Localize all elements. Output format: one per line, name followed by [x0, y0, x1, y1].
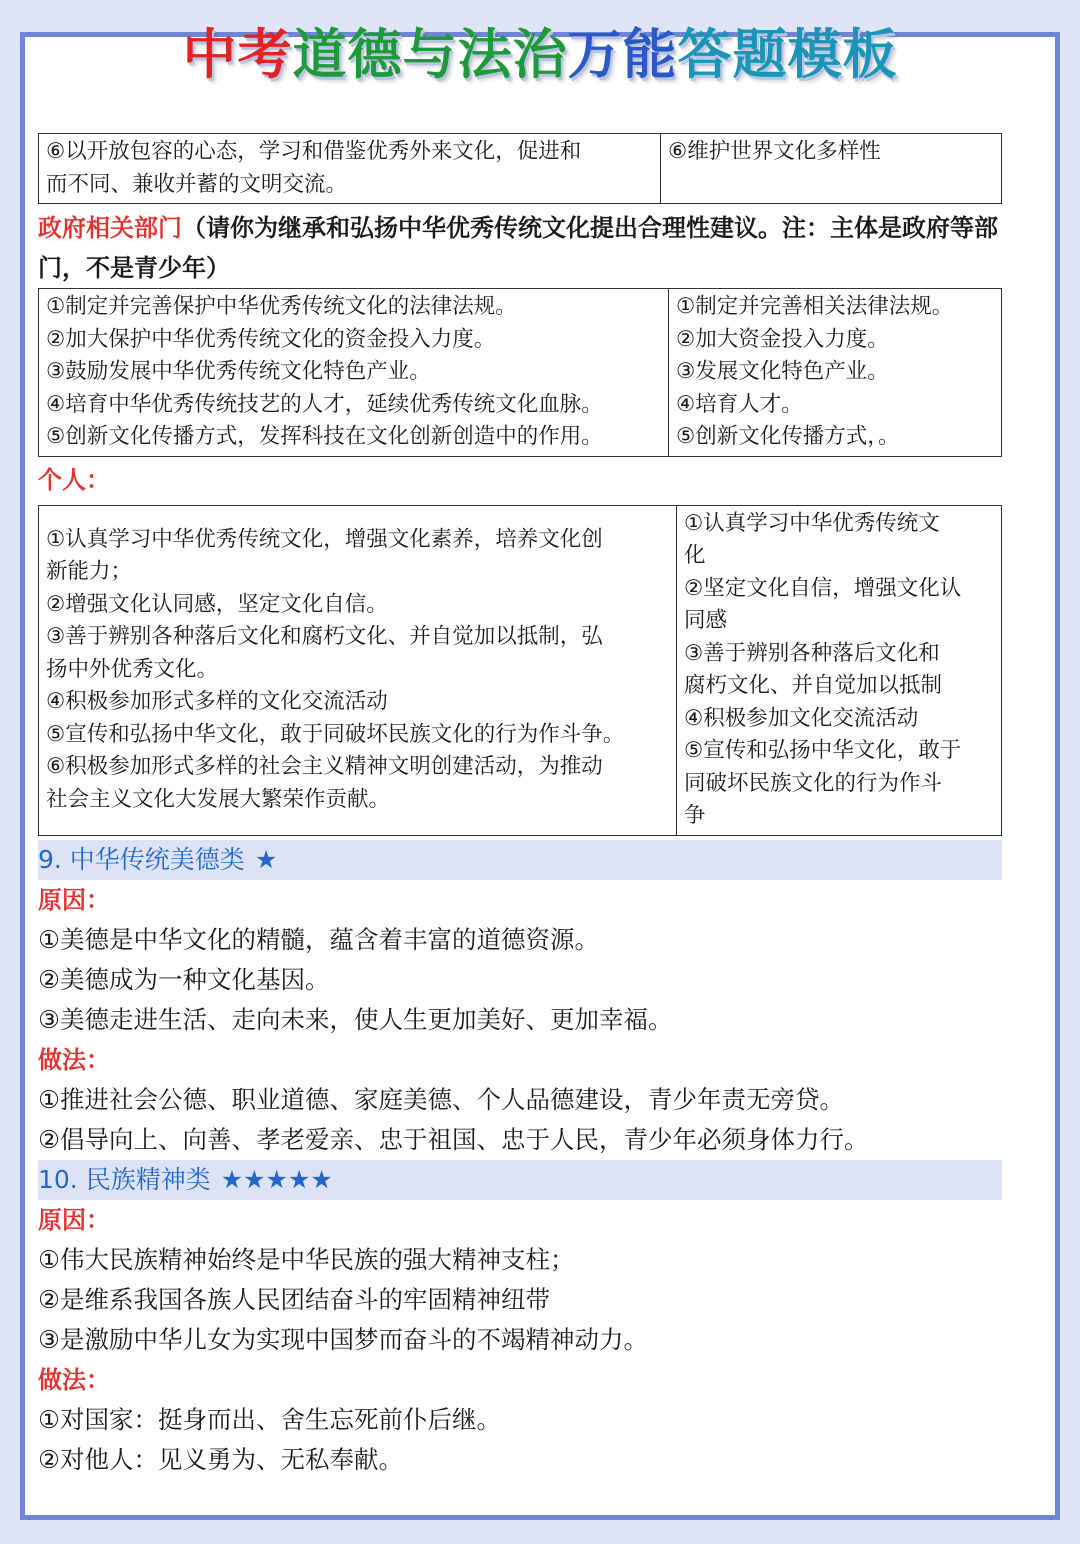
table-line: ⑥以开放包容的心态，学习和借鉴优秀外来文化，促进和 — [46, 139, 582, 164]
reason-item: ①美德是中华文化的精髓，蕴含着丰富的道德资源。 — [38, 924, 599, 954]
gov-note: （请你为继承和弘扬中华优秀传统文化提出合理性建议。注：主体是政府等部门，不是青少年） — [38, 214, 998, 282]
table-line: 同感 — [684, 608, 728, 633]
reason-item: ③美德走进生活、走向未来，使人生更加美好、更加幸福。 — [38, 1004, 673, 1034]
table-line: ②坚定文化自信，增强文化认 — [684, 575, 962, 601]
title-part: 法治 — [457, 23, 568, 86]
reason-item: ②美德成为一种文化基因。 — [38, 964, 330, 994]
reason-heading: 原因： — [38, 1205, 110, 1234]
table-line: 同破坏民族文化的行为作斗 — [684, 770, 943, 796]
method-item: ①对国家：挺身而出、舍生忘死前仆后继。 — [38, 1404, 501, 1434]
table-line: ③发展文化特色产业。 — [676, 359, 889, 384]
top-table — [38, 133, 1002, 204]
section-10-header — [38, 1160, 1002, 1200]
top-table-left — [39, 134, 661, 204]
table-line: ③鼓励发展中华优秀传统文化特色产业。 — [46, 359, 431, 384]
method-item: ②对他人：见义勇为、无私奉献。 — [38, 1444, 403, 1474]
gov-table-right — [669, 289, 1002, 457]
table-line: ⑥积极参加形式多样的社会主义精神文明创建活动，为推动 — [46, 754, 603, 780]
personal-heading: 个人： — [38, 465, 110, 494]
table-line: 社会主义文化大发展大繁荣作贡献。 — [46, 786, 391, 812]
gov-heading: 政府相关部门 — [38, 214, 182, 242]
star-rating: ★★★★★ — [220, 1164, 333, 1194]
table-line: 化 — [684, 543, 706, 568]
section-9-title: 9. 中华传统美德类 — [38, 844, 245, 874]
table-line: 争 — [684, 803, 706, 828]
title-part: 答题模板 — [677, 23, 898, 86]
top-table-right — [661, 134, 1002, 204]
table-line: 腐朽文化、并自觉加以抵制 — [684, 673, 943, 698]
table-line: ⑤宣传和弘扬中华文化，敢于同破坏民族文化的行为作斗争。 — [46, 721, 625, 747]
method-heading: 做法： — [38, 1045, 110, 1074]
table-line: ①认真学习中华优秀传统文化，增强文化素养，培养文化创 — [46, 526, 603, 552]
method-heading: 做法： — [38, 1365, 110, 1394]
page-title — [0, 22, 1080, 88]
main-content — [38, 100, 1002, 1480]
title-part: 万能 — [567, 23, 678, 86]
reason-heading: 原因： — [38, 885, 110, 914]
section-10-title: 10. 民族精神类 — [38, 1164, 211, 1194]
table-line: ②增强文化认同感，坚定文化自信。 — [46, 591, 388, 617]
table-line: ⑥维护世界文化多样性 — [668, 139, 881, 164]
table-line: ③善于辨别各种落后文化和腐朽文化、并自觉加以抵制，弘 — [46, 624, 603, 650]
reason-item: ①伟大民族精神始终是中华民族的强大精神支柱； — [38, 1244, 575, 1274]
table-line: ④培育中华优秀传统技艺的人才，延续优秀传统文化血脉。 — [46, 391, 603, 417]
table-line: 而不同、兼收并蓄的文明交流。 — [46, 171, 348, 197]
table-line: ③善于辨别各种落后文化和 — [684, 640, 940, 666]
personal-table — [38, 505, 1002, 836]
table-line: ①认真学习中华优秀传统文 — [684, 510, 940, 536]
table-line: ②加大保护中华优秀传统文化的资金投入力度。 — [46, 326, 496, 352]
table-line: ①制定并完善保护中华优秀传统文化的法律法规。 — [46, 294, 517, 319]
table-line: ⑤宣传和弘扬中华文化，敢于 — [684, 738, 962, 763]
method-item: ①推进社会公德、职业道德、家庭美德、个人品德建设，青少年责无旁贷。 — [38, 1084, 844, 1114]
table-line: ⑤创新文化传播方式，。 — [676, 424, 900, 449]
star-rating: ★ — [254, 844, 278, 874]
reason-item: ②是维系我国各族人民团结奋斗的牢固精神纽带 — [38, 1284, 550, 1314]
gov-section-header — [38, 208, 1002, 288]
gov-table — [38, 288, 1002, 457]
title-part: 道德 — [292, 23, 403, 86]
gov-table-left — [39, 289, 669, 457]
table-line: 新能力； — [46, 559, 133, 585]
reason-item: ③是激励中华儿女为实现中国梦而奋斗的不竭精神动力。 — [38, 1324, 648, 1354]
table-line: ⑤创新文化传播方式，发挥科技在文化创新创造中的作用。 — [46, 424, 603, 449]
title-part: 与 — [402, 23, 458, 86]
section-9-header — [38, 840, 1002, 880]
personal-table-right — [677, 505, 1002, 835]
table-line: ④积极参加形式多样的文化交流活动 — [46, 689, 388, 715]
table-line: ④培育人才。 — [676, 391, 803, 417]
method-item: ②倡导向上、向善、孝老爱亲、忠于祖国、忠于人民，青少年必须身体力行。 — [38, 1124, 869, 1154]
table-line: ①制定并完善相关法律法规。 — [676, 294, 954, 319]
title-part: 中考 — [182, 23, 293, 86]
table-line: ④积极参加文化交流活动 — [684, 705, 919, 731]
personal-table-left — [39, 505, 677, 835]
table-line: ②加大资金投入力度。 — [676, 326, 889, 352]
table-line: 扬中外优秀文化。 — [46, 656, 219, 682]
